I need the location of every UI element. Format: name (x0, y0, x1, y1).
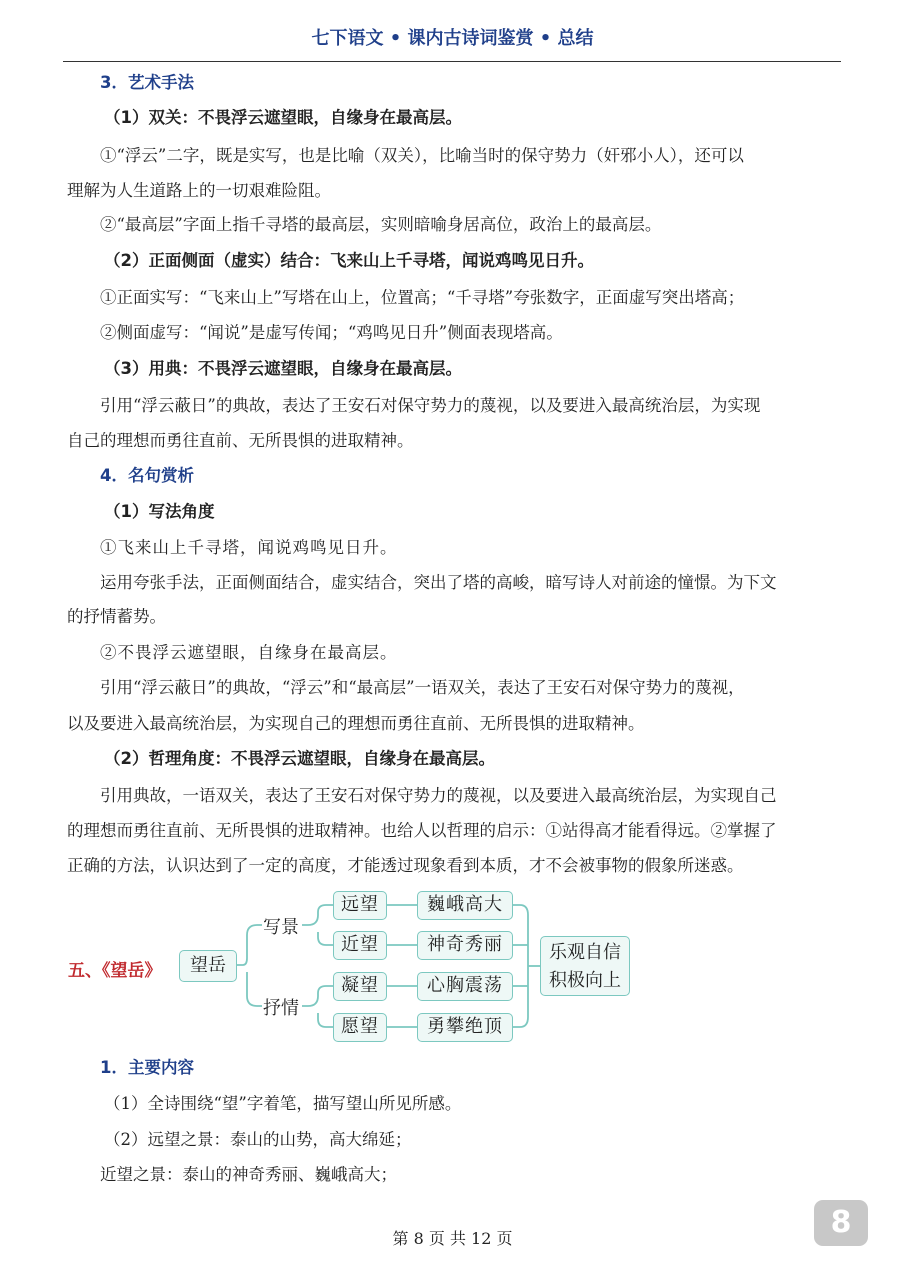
subsection-title: （2）正面侧面（虚实）结合：飞来山上千寻塔，闻说鸡鸣见日升。 (104, 251, 594, 270)
mindmap-desc: 巍峨高大 (417, 891, 513, 920)
mindmap-branch: 写景 (263, 917, 299, 938)
page-footer: 第 8 页 共 12 页 (392, 1229, 513, 1248)
paragraph-line: 引用典故，一语双关，表达了王安石对保守势力的蔑视，以及要进入最高统治层，为实现自己 (100, 786, 777, 805)
mindmap-leaf: 远望 (333, 891, 387, 920)
quote-line: ①飞来山上千寻塔，闻说鸡鸣见日升。 (100, 538, 398, 557)
mindmap-root: 望岳 (179, 950, 237, 982)
mindmap-desc: 勇攀绝顶 (417, 1013, 513, 1042)
section-heading: 1．主要内容 (100, 1058, 194, 1077)
paragraph-line: 正确的方法，认识达到了一定的高度，才能透过现象看到本质，才不会被事物的假象所迷惑。 (67, 856, 744, 875)
page-header-title: 七下语文 • 课内古诗词鉴赏 • 总结 (311, 28, 594, 49)
mindmap-title: 五、《望岳》 (68, 961, 162, 981)
paragraph-line: （2）远望之景：泰山的山势，高大绵延； (104, 1130, 412, 1149)
mindmap-branch: 抒情 (263, 998, 299, 1019)
mindmap-summary-line: 积极向上 (549, 970, 621, 991)
paragraph-line: （1）全诗围绕“望”字着笔，描写望山所见所感。 (104, 1094, 462, 1113)
paragraph-line: ②“最高层”字面上指千寻塔的最高层，实则暗喻身居高位，政治上的最高层。 (100, 215, 662, 234)
paragraph-line: 运用夸张手法，正面侧面结合，虚实结合，突出了塔的高峻，暗写诗人对前途的憧憬。为下文 (100, 573, 777, 592)
section-heading: 4．名句赏析 (100, 466, 194, 485)
paragraph-line: 自己的理想而勇往直前、无所畏惧的进取精神。 (67, 431, 414, 450)
paragraph-line: 以及要进入最高统治层，为实现自己的理想而勇往直前、无所畏惧的进取精神。 (67, 714, 645, 733)
mindmap-desc: 心胸震荡 (417, 972, 513, 1001)
paragraph-line: ①正面实写：“飞来山上”写塔在山上，位置高；“千寻塔”夸张数字，正面虚写突出塔高； (100, 288, 745, 307)
section-heading: 3．艺术手法 (100, 73, 194, 92)
mindmap-leaf: 近望 (333, 931, 387, 960)
paragraph-line: 理解为人生道路上的一切艰难险阻。 (67, 181, 331, 200)
subsection-title: （3）用典：不畏浮云遮望眼，自缘身在最高层。 (104, 359, 462, 378)
mindmap-leaf: 凝望 (333, 972, 387, 1001)
paragraph-line: ①“浮云”二字，既是实写，也是比喻（双关），比喻当时的保守势力（奸邪小人），还可以 (100, 146, 744, 165)
mindmap-summary-line: 乐观自信 (549, 942, 621, 963)
paragraph-line: 引用“浮云蔽日”的典故，表达了王安石对保守势力的蔑视，以及要进入最高统治层，为实现 (100, 396, 761, 415)
subsection-title: （1）写法角度 (104, 502, 215, 521)
quote-line: ②不畏浮云遮望眼，自缘身在最高层。 (100, 643, 398, 662)
mindmap-summary (540, 936, 630, 996)
subsection-title: （1）双关：不畏浮云遮望眼，自缘身在最高层。 (104, 108, 462, 127)
page-number-badge: 8 (814, 1200, 868, 1246)
paragraph-line: 引用“浮云蔽日”的典故，“浮云”和“最高层”一语双关，表达了王安石对保守势力的蔑视， (100, 678, 745, 697)
paragraph-line: 近望之景：泰山的神奇秀丽、巍峨高大； (100, 1165, 397, 1184)
paragraph-line: ②侧面虚写：“闻说”是虚写传闻；“鸡鸣见日升”侧面表现塔高。 (100, 323, 563, 342)
paragraph-line: 的理想而勇往直前、无所畏惧的进取精神。也给人以哲理的启示：①站得高才能看得远。②掌握了 (67, 821, 777, 840)
mindmap-leaf: 愿望 (333, 1013, 387, 1042)
mindmap-desc: 神奇秀丽 (417, 931, 513, 960)
paragraph-line: 的抒情蓄势。 (67, 607, 166, 626)
subsection-title: （2）哲理角度：不畏浮云遮望眼，自缘身在最高层。 (104, 749, 495, 768)
